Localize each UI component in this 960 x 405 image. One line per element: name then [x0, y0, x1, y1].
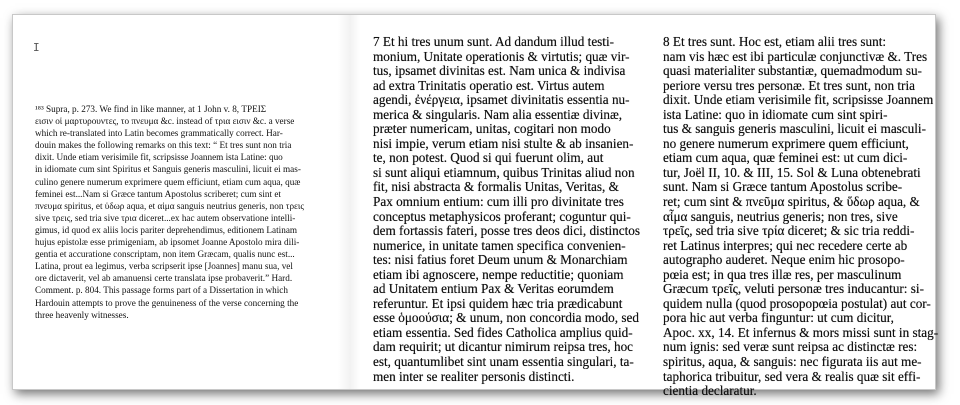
scan-line: Pax omnium entium: cum illi pro divinitate tres [373, 194, 624, 210]
scan-column-right [663, 35, 948, 399]
footnote-line: εισιν οἱ μαρτυρουντες, το πνευμα &c. instead of τρια εισιν &c. a verse [35, 116, 295, 127]
scan-line: dem fortassis fateri, posse tres deos dici, distinctos [373, 223, 640, 239]
scan-line: ret Latinus interpres; qui nec recedere certe ab [663, 237, 908, 253]
scan-line: monium, Unitate operationis & virtutis; quæ vir- [373, 48, 630, 64]
scan-line: tus & sanguis generis masculini, licuit ei masculi- [663, 121, 926, 137]
scan-line: pœia est; in qua tres illæ res, per masculinum [663, 266, 902, 282]
document-page [12, 14, 939, 399]
footnote-line: hujus epistolæ esse primigeniam, ab ipsomet Joanne Apostolo mira dili- [35, 237, 300, 248]
footnote-line: feminei est...Nam si Græce tantum Apostolus scriberet; cum sint et [35, 188, 281, 199]
scan-line: no genere numerum exprimere quem efficiunt, [663, 135, 909, 151]
scan-line: Græcum τρεῖς, veluti personæ tres inducantur: si- [663, 281, 924, 297]
footnote-line: ore dictaverit, vel ab amanuensi certe translata ipse probaverit.” Hard. [35, 273, 293, 284]
footnote-line: dixit. Unde etiam verisimile fit, scripsisse Joannem ista Latine: quo [35, 152, 283, 163]
text-cursor-icon: I [33, 41, 40, 54]
scan-line: ad extra Trinitatis operatio est. Virtus autem [373, 77, 605, 93]
scan-line: numerice, in unitate tamen specifica convenien- [373, 237, 626, 253]
scan-line: quidem nulla (quod prosopopœia postulat) aut cor- [663, 295, 931, 311]
scan-line: merica & singularis. Nam alia essentiæ divinæ, [373, 106, 623, 122]
scan-line: etiam cum aqua, quæ feminei est: ut cum dici- [663, 150, 908, 166]
scan-line: fit, nisi abstracta & formalis Unitas, Veritas, & [373, 179, 619, 195]
footnote-block [35, 103, 333, 321]
scan-line: 7 Et hi tres unum sunt. Ad dandum illud testi- [373, 34, 615, 49]
footnote-line: in idiomate cum sint Spiritus et Sanguis generis masculini, licuit ei mas- [35, 164, 301, 175]
scan-line: Apoc. xx, 14. Et infernus & mors missi sunt in stag- [663, 324, 939, 340]
scan-line: num ignis: sed veræ sunt reipsa ac distinctæ res: [663, 339, 918, 355]
scan-line: nisi impie, verum etiam nisi stulte & ab insanien- [373, 135, 634, 151]
scan-line: quasi materialiter substantiæ, quemadmodum su- [663, 63, 922, 79]
scan-line: αἷμα sanguis, neutrius generis; non tres, sive [663, 208, 898, 224]
scan-line: ista Latine: quo in idiomate cum sint spiri- [663, 106, 888, 122]
scan-line: nam vis hæc est ibi particulæ conjunctivæ &. Tres [663, 48, 928, 64]
footnote-line: which re-translated into Latin becomes grammatically correct. Har- [35, 128, 283, 139]
scan-line: sunt. Nam si Græce tantum Apostolus scribe- [663, 179, 903, 195]
scan-line: præter numericam, unitas, cogitari non modo [373, 121, 611, 137]
scan-line: te, non potest. Quod si qui fuerunt olim, aut [373, 150, 604, 166]
scan-line: ret; cum sint & πνεῦμα spiritus, & ὕδωρ aqua, & [663, 194, 920, 210]
scan-line: dixit. Unde etiam verisimile fit, scripsisse Joannem [663, 92, 934, 108]
footnote-line: douin makes the following remarks on this text: “ Et tres sunt non tria [35, 140, 292, 151]
scan-line: 8 Et tres sunt. Hoc est, etiam alii tres sunt: [663, 34, 887, 49]
footnote-line: Hardouin attempts to prove the genuineness of the verse concerning the [35, 297, 299, 308]
scan-line: referuntur. Et ipsi quidem hæc tria prædicabunt [373, 295, 623, 311]
scan-line: men inter se realiter personis distincti. [373, 368, 575, 384]
page-gutter [338, 15, 360, 389]
scan-line: tes: nisi fatius foret Deum unum & Monarchiam [373, 252, 628, 268]
scan-line: taphorica tribuitur, sed vera & realis quæ sit effi- [663, 368, 921, 384]
scan-line: tur, Joël II, 10. & III, 15. Sol & Luna obtenebrati [663, 164, 921, 180]
footnote-line: gimus, id quod ex aliis locis pariter deprehendimus, editionem Latinam [35, 224, 298, 235]
scan-line: conceptus metaphysicos proferant; coguntur qui- [373, 208, 631, 224]
scan-line: etiam ibi agnoscere, nempe reductitie; quoniam [373, 266, 624, 282]
footnote-line: Latina, prout ea legimus, verba scripserit ipse [Joannes] manu sua, vel [35, 261, 293, 272]
scan-line: etiam essentia. Sed fides Catholica amplius quid- [373, 324, 633, 340]
scan-line: est, quantumlibet sint unam essentia singulari, ta- [373, 354, 634, 370]
footnote-line: ¹⁸³ Supra, p. 273. We find in like manner, at 1 John v. 8, ΤΡΕΙΣ [35, 104, 267, 114]
footnote-line: gentia et accuratione conscriptam, non item Græcam, qualis nunc est... [35, 249, 295, 260]
scan-line: periore versu tres personæ. Et tres sunt, non tria [663, 77, 915, 93]
footnote-line: Comment. p. 804. This passage forms part of a Dissertation in which [35, 285, 288, 296]
scan-line: tus, ipsamet divinitas est. Nam unica & indivisa [373, 63, 626, 79]
scan-line: agendi, ἐνέργεια, ipsamet divinitatis essentia nu- [373, 92, 630, 108]
scan-line: esse ὁμοούσια; & unum, non concordia modo, sed [373, 310, 639, 326]
footnote-line: culino genere numerum exprimere quem efficiunt, etiam cum aqua, quæ [35, 176, 301, 187]
scan-line: pora hic aut verba finguntur: ut cum dicitur, [663, 310, 894, 326]
footnote-line: three heavenly witnesses. [35, 309, 129, 320]
scan-line: si sunt aliqui etiamnum, quibus Trinitas aliud non [373, 164, 635, 180]
scan-line: spiritus, aqua, & sanguis: nec figurata iis aut me- [663, 354, 922, 370]
scan-line: τρεῖς, sed tria sive τρία diceret; & sic tria reddi- [663, 223, 915, 239]
scan-line: ad Unitatem entium Pax & Veritas eorumdem [373, 281, 614, 297]
scan-line: dam requirit; ut dicantur nimirum reipsa tres, hoc [373, 339, 634, 355]
scan-line: autographo auderet. Neque enim hic prosopo- [663, 252, 905, 268]
scan-line: cientia declaratur. [663, 383, 757, 399]
footnote-line: sive τρεις, sed tria sive τρια diceret...ex hac autem observatione intelli- [35, 212, 296, 223]
scan-column-middle [373, 35, 658, 384]
footnote-line: πνευμα spiritus, et ὑδωρ aqua, et αἱμα sanguis neutrius generis, non τρεις [35, 200, 305, 211]
